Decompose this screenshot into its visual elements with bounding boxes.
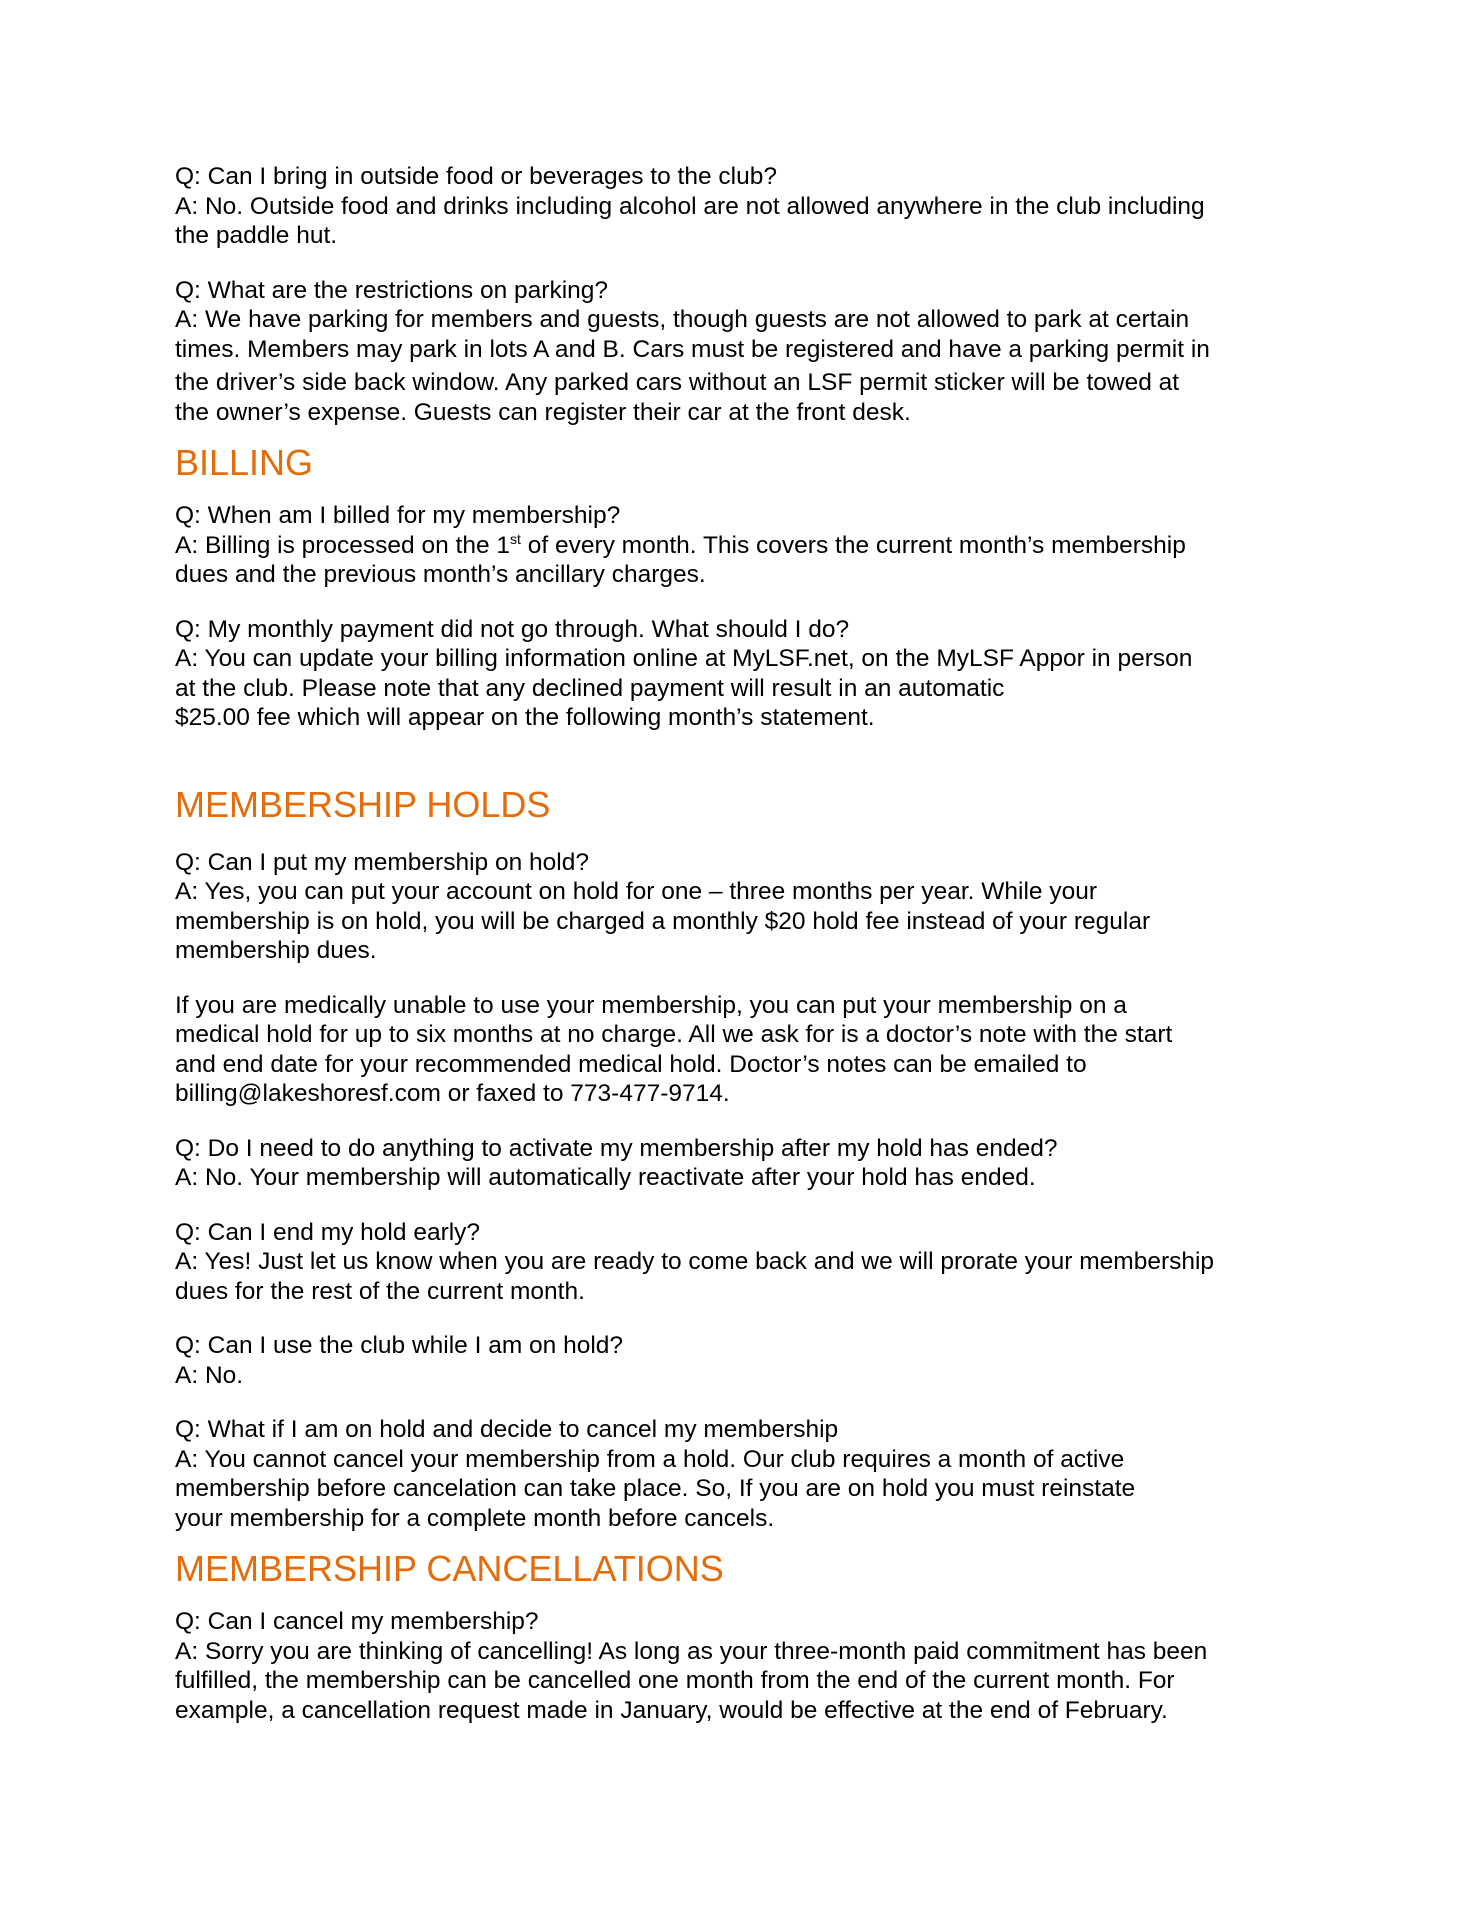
answer-line: A: No. Outside food and drinks including alcohol are not allowed anywhere in the club including bbox=[175, 192, 1205, 220]
answer-line: A: Yes, you can put your account on hold for one – three months per year. While your bbox=[175, 878, 1098, 905]
answer-line: the driver’s side back window. Any parked cars without an LSF permit sticker will be towed at bbox=[175, 369, 1180, 396]
paragraph-line: and end date for your recommended medical hold. Doctor’s notes can be emailed to bbox=[175, 1050, 1087, 1078]
superscript-st: st bbox=[510, 530, 521, 547]
question-end-hold-early: Q: Can I end my hold early? bbox=[175, 1218, 481, 1246]
answer-line: your membership for a complete month before cancels. bbox=[175, 1504, 775, 1532]
answer-line: A: Yes! Just let us know when you are ready to come back and we will prorate your membership bbox=[175, 1248, 1215, 1275]
question-parking: Q: What are the restrictions on parking? bbox=[175, 276, 609, 304]
section-heading-holds: MEMBERSHIP HOLDS bbox=[175, 783, 551, 825]
paragraph-medical-hold: If you are medically unable to use your membership, you can put your membership on a bbox=[175, 991, 1127, 1019]
question-activate-after-hold: Q: Do I need to do anything to activate my membership after my hold has ended? bbox=[175, 1134, 1058, 1162]
faq-page bbox=[175, 162, 1325, 1725]
question-put-on-hold: Q: Can I put my membership on hold? bbox=[175, 848, 589, 876]
answer-line: dues for the rest of the current month. bbox=[175, 1277, 585, 1305]
section-heading-billing: BILLING bbox=[175, 442, 314, 483]
question-outside-food: Q: Can I bring in outside food or beverages to the club? bbox=[175, 163, 777, 190]
answer-line: $25.00 fee which will appear on the following month’s statement. bbox=[175, 704, 875, 731]
answer-line: A: We have parking for members and guests, though guests are not allowed to park at certain bbox=[175, 306, 1190, 333]
answer-line: membership dues. bbox=[175, 937, 377, 964]
answer-line: the owner’s expense. Guests can register their car at the front desk. bbox=[175, 398, 911, 426]
answer-line: fulfilled, the membership can be cancelled one month from the end of the current month. For bbox=[175, 1667, 1175, 1694]
answer-line: example, a cancellation request made in January, would be effective at the end of February. bbox=[175, 1696, 1168, 1724]
answer-line: the paddle hut. bbox=[175, 222, 338, 249]
answer-line: A: Sorry you are thinking of cancelling! As long as your three-month paid commitment has been bbox=[175, 1637, 1208, 1665]
answer-line: dues and the previous month’s ancillary charges. bbox=[175, 561, 706, 588]
answer-line: A: No. Your membership will automatically reactivate after your hold has ended. bbox=[175, 1164, 1036, 1191]
question-cancel-membership: Q: Can I cancel my membership? bbox=[175, 1608, 539, 1635]
question-cancel-on-hold: Q: What if I am on hold and decide to cancel my membership bbox=[175, 1416, 839, 1443]
paragraph-line: medical hold for up to six months at no charge. All we ask for is a doctor’s note with the start bbox=[175, 1021, 1173, 1048]
answer-line: times. Members may park in lots A and B. Cars must be registered and have a parking permit in bbox=[175, 335, 1210, 363]
answer-billing-date: A: Billing is processed on the 1st of every month. This covers the current month’s membership bbox=[175, 530, 1186, 559]
answer-line: membership is on hold, you will be charged a monthly $20 hold fee instead of your regular bbox=[175, 907, 1151, 935]
question-use-club-on-hold: Q: Can I use the club while I am on hold? bbox=[175, 1332, 624, 1359]
paragraph-line: billing@lakeshoresf.com or faxed to 773-477-9714. bbox=[175, 1080, 730, 1107]
answer-line: A: You can update your billing information online at MyLSF.net, on the MyLSF Appor in person bbox=[175, 645, 1193, 672]
answer-line: A: No. bbox=[175, 1361, 244, 1389]
section-heading-cancellations: MEMBERSHIP CANCELLATIONS bbox=[175, 1548, 724, 1589]
question-billing-date: Q: When am I billed for my membership? bbox=[175, 502, 621, 529]
answer-line: A: You cannot cancel your membership from a hold. Our club requires a month of active bbox=[175, 1445, 1125, 1473]
answer-line: membership before cancelation can take place. So, If you are on hold you must reinstate bbox=[175, 1475, 1136, 1502]
question-payment-failed: Q: My monthly payment did not go through. What should I do? bbox=[175, 615, 850, 643]
answer-line: at the club. Please note that any declined payment will result in an automatic bbox=[175, 674, 1005, 702]
